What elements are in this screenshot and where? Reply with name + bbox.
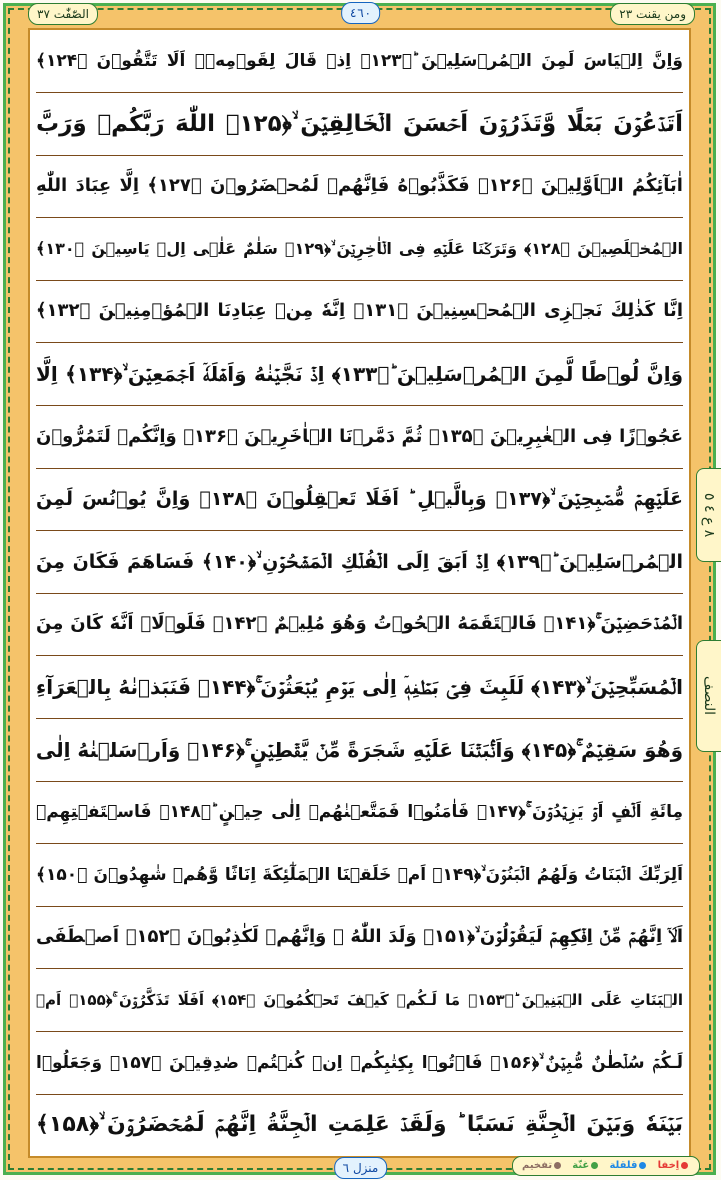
text-line: اٰبَآئِكُمُ الۡاَوَّلِيۡنَ ﴿۱۲۶﴾ فَكَذَّبُوۡهُ فَاِنَّهُمۡ لَمُحۡضَرُوۡنَ ﴿۱۲۷﴾ اِلَّا عِبَادَ اللّٰهِ [36, 155, 683, 218]
text-line: عَلَيۡهِمۡ مُّصۡبِحِيۡنَ ۙ﴿۱۳۷﴾ وَبِالَّيۡلِ ؕ اَفَلَا تَعۡقِلُوۡنَ ﴿۱۳۸﴾ وَاِنَّ يُوۡنُسَ لَمِنَ [36, 468, 683, 531]
text-line: الۡمُدۡحَضِيۡنَ ۚ﴿۱۴۱﴾ فَالۡتَقَمَهُ الۡحُوۡتُ وَهُوَ مُلِيۡمٌ ﴿۱۴۲﴾ فَلَوۡلَاۤ اَنَّهٗ كَانَ مِنَ [36, 593, 683, 656]
text-panel [28, 28, 691, 1158]
page-border [3, 3, 716, 1175]
text-line: وَاِنَّ اِلۡيَاسَ لَمِنَ الۡمُرۡسَلِيۡنَ ؕ﴿۱۲۳﴾ اِذۡ قَالَ لِقَوۡمِهٖۤ اَلَا تَتَّقُوۡنَ ﴿۱۲۴﴾ [36, 30, 683, 93]
tajweed-legend [512, 1156, 700, 1176]
text-line: اَلِرَبِّكَ الۡبَنَاتُ وَلَهُمُ الۡبَنُوۡنَ ۙ﴿۱۴۹﴾ اَمۡ خَلَقۡنَا الۡمَلٰٓئِكَةَ اِنَاثًا وَّهُمۡ شٰهِدُوۡنَ ﴿۱۵۰﴾ [36, 844, 683, 907]
legend-dot-icon [591, 1162, 598, 1169]
text-line: بَيۡنَهٗ وَبَيۡنَ الۡجِنَّةِ نَسَبًا ؕ وَلَقَدۡ عَلِمَتِ الۡجِنَّةُ اِنَّهُمۡ لَمُحۡضَرُوۡنَ ۙ﴿۱۵۸﴾ [36, 1112, 683, 1138]
para-name-badge: ومن يقنت ٢٣ [610, 3, 695, 25]
legend-item-ikhfa: اِخفا [658, 1160, 691, 1171]
surah-name-badge: الصّٰفّٰت ٣٧ [28, 3, 98, 25]
text-line: وَهُوَ سَقِيۡمٌ ۚ﴿۱۴۵﴾ وَاَنۡۢبَتۡنَا عَلَيۡهِ شَجَرَةً مِّنۡ يَّقۡطِيۡنٍ ۚ﴿۱۴۶﴾ وَاَرۡسَلۡنٰهُ اِلٰى [36, 719, 683, 782]
text-line: وَاِنَّ لُوۡطًا لَّمِنَ الۡمُرۡسَلِيۡنَ ؕ﴿۱۳۳﴾ اِذۡ نَجَّيۡنٰهُ وَاَهۡلَهٗۤ اَجۡمَعِيۡنَ ۙ﴿۱۳۴﴾ اِلَّا [36, 343, 683, 406]
legend-item-ghunna: غنّة [572, 1160, 600, 1171]
text-line: عَجُوۡزًا فِى الۡغٰبِرِيۡنَ ﴿۱۳۵﴾ ثُمَّ دَمَّرۡنَا الۡاٰخَرِيۡنَ ﴿۱۳۶﴾ وَاِنَّكُمۡ لَتَمُرُّوۡنَ [36, 406, 683, 469]
nisf-marker: النصف [696, 640, 721, 752]
text-line: الۡمُسَبِّحِيۡنَ ۙ﴿۱۴۳﴾ لَلَبِثَ فِىۡ بَطۡنِهٖۤ اِلٰى يَوۡمِ يُبۡعَثُوۡنَ ۚ﴿۱۴۴﴾ فَنَبَذۡنٰهُ بِالۡعَرَآءِ [36, 656, 683, 719]
legend-dot-icon [554, 1162, 561, 1169]
text-line: اَلَاۤ اِنَّهُمۡ مِّنۡ اِفۡكِهِمۡ لَيَقُوۡلُوۡنَ ۙ﴿۱۵۱﴾ وَلَدَ اللّٰهُ ۙ وَاِنَّهُمۡ لَكٰذِبُوۡنَ ﴿۱۵۲﴾ اَصۡطَفَى [36, 906, 683, 969]
text-line: الۡمُرۡسَلِيۡنَ ؕ﴿۱۳۹﴾ اِذۡ اَبَقَ اِلَى الۡفُلۡكِ الۡمَشۡحُوۡنِ ۙ﴿۱۴۰﴾ فَسَاهَمَ فَكَانَ مِنَ [36, 531, 683, 594]
legend-dot-icon [639, 1162, 646, 1169]
quran-text-lines [30, 30, 689, 1156]
ruku-marker: ٨ ع ٤ ٥ [696, 468, 721, 562]
legend-item-qalqala: قلقلة [609, 1160, 648, 1171]
text-line: الۡبَنَاتِ عَلَى الۡبَنِيۡنَ ؕ﴿۱۵۳﴾ مَا لَـكُمۡ كَيۡفَ تَحۡكُمُوۡنَ ﴿۱۵۴﴾ اَفَلَا تَذَكَّرُوۡنَ ۚ﴿۱۵۵﴾ اَمۡ [36, 969, 683, 1032]
text-line: لَـكُمۡ سُلۡطٰنٌ مُّبِيۡنٌ ۙ﴿۱۵۶﴾ فَاۡتُوۡا بِكِتٰبِكُمۡ اِنۡ كُنۡتُمۡ صٰدِقِيۡنَ ﴿۱۵۷﴾ وَجَعَلُوۡا [36, 1032, 683, 1095]
legend-item-tafkheem: تفخیم [522, 1160, 563, 1171]
text-line: اِنَّا كَذٰلِكَ نَجۡزِى الۡمُحۡسِنِيۡنَ ﴿۱۳۱﴾ اِنَّهٗ مِنۡ عِبَادِنَا الۡمُؤۡمِنِيۡنَ ﴿۱۳۲﴾ [36, 280, 683, 343]
text-line: اَتَدۡعُوۡنَ بَعۡلًا وَّتَذَرُوۡنَ اَحۡسَنَ الۡخَالِقِيۡنَ ۙ﴿۱۲۵﴾ اللّٰهَ رَبَّكُمۡ وَرَبَّ [36, 93, 683, 156]
text-line: مِائَةِ اَلۡفٍ اَوۡ يَزِيۡدُوۡنَ ۚ﴿۱۴۷﴾ فَاٰمَنُوۡا فَمَتَّعۡنٰهُمۡ اِلٰى حِيۡنٍ ؕ﴿۱۴۸﴾ فَاسۡتَفۡتِهِمۡ [36, 781, 683, 844]
page-number-badge: ٤٦٠ [341, 2, 381, 24]
legend-dot-icon [681, 1162, 688, 1169]
text-line: الۡمُخۡلَصِيۡنَ ﴿۱۲۸﴾ وَتَرَكۡنَا عَلَيۡهِ فِى الۡاٰخِرِيۡنَ ۙ﴿۱۲۹﴾ سَلٰمٌ عَلٰۤى اِلۡ يَاسِيۡنَ ﴿۱۳۰﴾ [36, 218, 683, 281]
manzil-badge: منزل ٦ [334, 1157, 388, 1179]
